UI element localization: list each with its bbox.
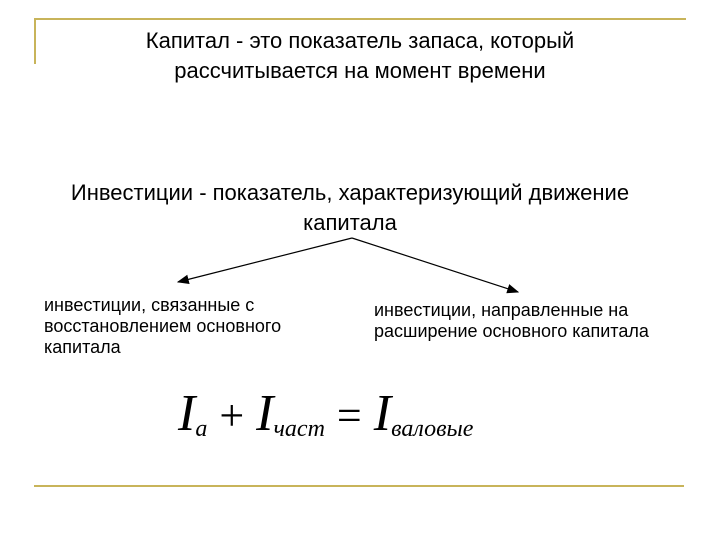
arrow-right <box>352 238 518 292</box>
formula-term2-sub: част <box>273 416 325 442</box>
arrow-left <box>178 238 352 282</box>
slide-title: Капитал - это показатель запаса, который рассчитывается на момент времени <box>145 28 575 83</box>
formula-term2-symbol: I <box>256 385 274 442</box>
slide-subtitle: Инвестиции - показатель, характеризующий движение капитала <box>70 180 630 235</box>
formula-term1-sub: а <box>195 416 208 442</box>
formula-result-symbol: I <box>373 385 392 442</box>
formula <box>178 385 474 448</box>
formula-result-sub: валовые <box>391 416 474 442</box>
formula-term1-symbol: I <box>178 385 196 442</box>
branch-right-text: инвестиции, направленные на расширение основного капитала <box>374 300 649 341</box>
branch-left-text: инвестиции, связанные с восстановлением основного капитала <box>44 295 282 357</box>
formula-plus: + <box>219 391 245 440</box>
formula-equals: = <box>336 391 362 440</box>
